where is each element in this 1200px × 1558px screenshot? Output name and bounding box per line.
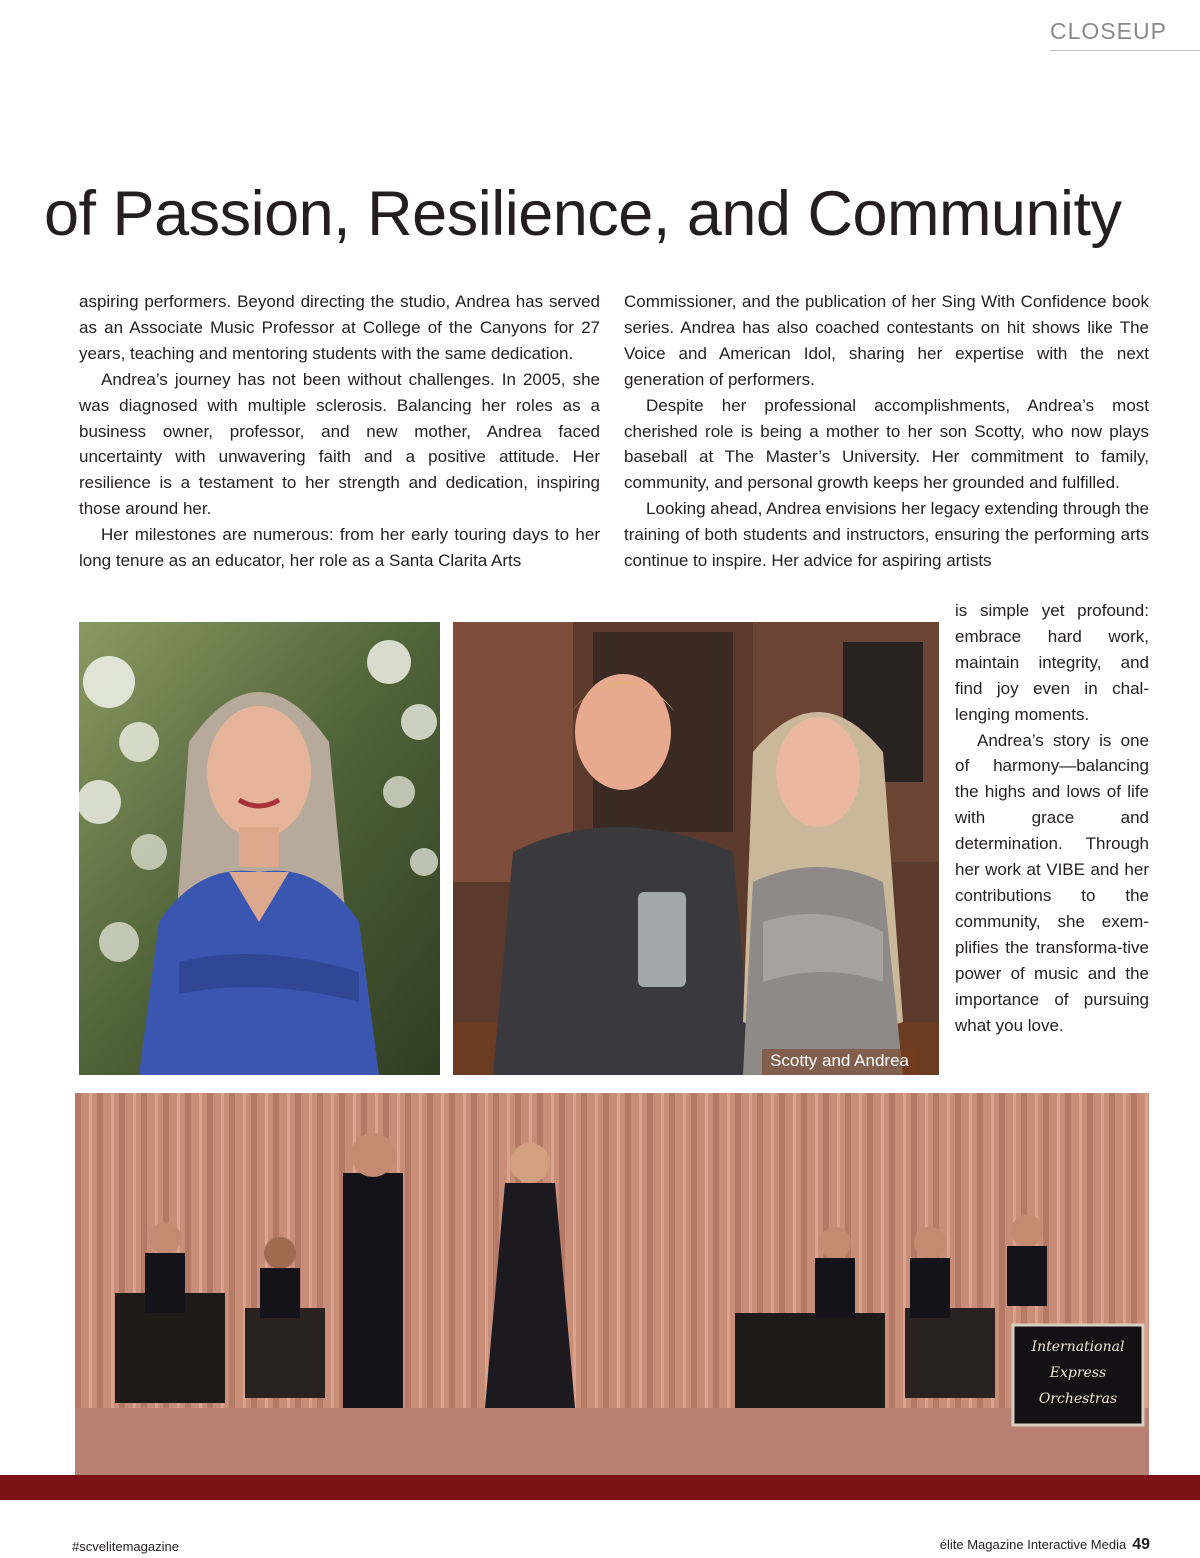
page-number: 49 [1132,1536,1150,1553]
publication-name: élite Magazine Interactive Media [939,1537,1127,1552]
article-column-narrow [955,598,1149,1038]
band-sign-line: Orchestras [1038,1391,1118,1407]
section-rule [1050,50,1200,51]
paragraph: Andrea’s story is one of harmony—balancing the highs and lows of life with grace and determination. Through her work at VIBE and her contributions to the community, she exem-plifies the transforma-tive power of music and the importance of pursuing what you love. [955,730,1149,1035]
paragraph: Commissioner, and the publication of her Sing With Confidence book series. Andrea has also coached contestants on hit shows like The Voice and American Idol, sharing her expertise with the next generation of performers. [624,292,1149,389]
footer-bar [0,1475,1200,1500]
scotty-and-andrea-photo [453,622,939,1075]
paragraph: Andrea’s journey has not been without challenges. In 2005, she was diagnosed with multiple sclerosis. Balancing her roles as a business owner, professor, and new mother, Andrea faced uncertainty with unwavering faith and a positive attitude. Her resilience is a testament to her strength and dedication, inspiring those around her. [79,369,600,519]
band-stage-illustration [75,1093,1149,1475]
footer-publication [940,1536,1150,1554]
paragraph: is simple yet profound: embrace hard work, maintain integrity, and find joy even in chal-lenging moments. [955,601,1149,724]
paragraph: Despite her professional accomplishments, Andrea’s most cherished role is being a mother to her son Scotty, who now plays baseball at The Master’s University. Her commitment to family, community, and personal growth keeps her grounded and fulfilled. [624,395,1149,493]
band-sign-line: International [1031,1339,1125,1355]
paragraph: Her milestones are numerous: from her early touring days to her long tenure as an educator, her role as a Santa Clarita Arts [79,525,600,571]
andrea-portrait-photo [79,622,440,1075]
band-sign-line: Express [1049,1365,1107,1381]
scotty-andrea-illustration [453,622,939,1075]
photo-caption: Scotty and Andrea [762,1049,917,1075]
article-column-right [624,289,1149,574]
band-stage-photo [75,1093,1149,1475]
section-label: CLOSEUP [1050,18,1167,44]
footer-hashtag: #scvelitemagazine [72,1539,179,1554]
headline: of Passion, Resilience, and Community [44,179,1122,249]
paragraph: aspiring performers. Beyond directing the studio, Andrea has served as an Associate Music Professor at College of the Canyons for 27 years, teaching and mentoring students with the same dedication. [79,292,600,363]
paragraph: Looking ahead, Andrea envisions her legacy extending through the training of both students and instructors, ensuring the performing arts continue to inspire. Her advice for aspiring artists [624,499,1149,571]
article-column-left [79,289,600,574]
portrait-illustration [79,622,440,1075]
